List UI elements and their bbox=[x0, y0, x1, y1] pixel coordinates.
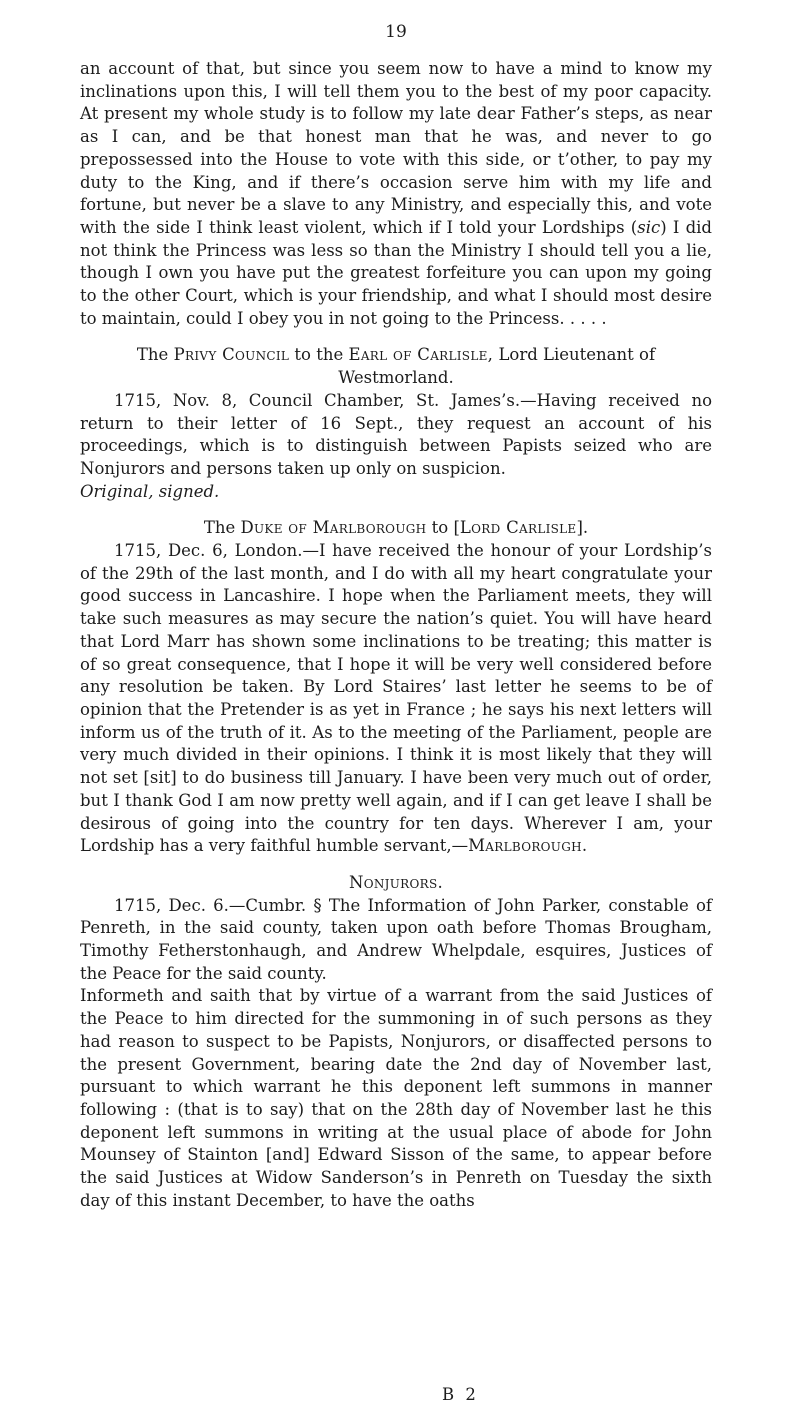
entry-nonjurors-information: 1715, Dec. 6.—Cumbr. § The Information of John Parker, constable of Penreth, in the said county, taken upon oath before Thomas Brougham, Timothy Fetherstonhaugh, and Andrew Whelpdale, esquires, Justices of the Peace for the said county. bbox=[80, 895, 712, 983]
letter-signature: Marlborough. bbox=[468, 836, 588, 856]
entry-privy-council: 1715, Nov. 8, Council Chamber, St. James’s.—Having received no return to their letter of 16 Sept., they request an account of his proceedings, which is to distinguish between Papists seized who are Nonjurors and persons taken up only on suspicion. bbox=[80, 390, 712, 478]
sic-note: sic bbox=[637, 217, 661, 237]
document-body bbox=[80, 58, 712, 1212]
heading-title: Lord Lieutenant of Westmorland. bbox=[338, 345, 656, 388]
section-heading-nonjurors: Nonjurors. bbox=[348, 872, 444, 892]
entry-source: Original, signed. bbox=[80, 481, 220, 501]
heading-recipient: Lord Carlisle bbox=[459, 518, 577, 538]
letter-continuation: an account of that, but since you seem now to have a mind to know my inclinations upon this, I will tell them you to the best of my poor capacity. At present my whole study is to follow my late dear Father’s steps, as near as I can, and be that honest man that he was, and never to go prepossessed into the House to vote with this side, or t’other, to pay my duty to the King, and if there’s occasion serve him with my life and fortune, but never be a slave to any Ministry, and especially this, and vote with the side I think least violent, which if I told your Lordships (sic) I did not think the Princess was less so than the Ministry I should tell you a lie, though I own you have put the greatest forfeiture you can upon my going to the other Court, which is your friendship, and what I should most desire to maintain, could I obey you in not going to the Princess. . . . . bbox=[80, 59, 712, 328]
page-number: 19 bbox=[385, 22, 407, 42]
heading-word: ]. bbox=[576, 518, 589, 538]
entry-marlborough-letter bbox=[80, 540, 712, 858]
heading-word: The bbox=[203, 518, 236, 538]
heading-author: Duke of Marlborough bbox=[240, 518, 427, 538]
paragraph-text: an account of that, but since you seem now to have a mind to know my inclinations upon this, I will tell them you to the best of my poor capacity. At present my whole study is to follow my late dear Father’s steps, as near as I can, and be that honest man that he was, and never to go prepossessed into the House to vote with this side, or t’other, to pay my duty to the King, and if there’s occasion serve him with my life and fortune, but never be a slave to any Ministry, and especially this, and vote with the side I think least violent, which if I told your Lordships bbox=[80, 59, 712, 237]
entry-heading-marlborough bbox=[80, 517, 712, 540]
paragraph-text-rest: I did not think the Princess was less so than the Ministry I should tell you a lie, though I own you have put the greatest forfeiture you can upon my going to the other Court, which is your friendship, and what I should most desire to maintain, could I obey you in not going to the Princess. . . . . bbox=[80, 217, 712, 328]
heading-word: The bbox=[136, 345, 169, 365]
heading-word: to the bbox=[294, 345, 344, 365]
letter-text: 1715, Dec. 6, London.—I have received the honour of your Lordship’s of the 29th of the last month, and I do with all my heart congratulate your good success in Lancashire. I hope when the Parliament meets, they will take such measures as may secure the nation’s quiet. You will have heard that Lord Marr has shown some inclinations to be treating; this matter is of so great consequence, that I hope it will be very well considered before any resolution be taken. By Lord Staires’ last letter he seems to be of opinion that the Pretender is as yet in France ; he says his next letters will inform us of the truth of it. As to the meeting of the Parliament, people are very much divided in their opinions. I think it is most likely that they will not set [sit] to do business till January. I have been very much out of order, but I thank God I am now pretty well again, and if I can get leave I shall be desirous of going into the country for ten days. Wherever I am, your Lordship has a very faithful humble servant,— bbox=[80, 541, 712, 856]
heading-word: to [ bbox=[431, 518, 460, 538]
entry-heading-privy-council bbox=[80, 344, 712, 389]
signature-mark: B 2 bbox=[442, 1385, 479, 1404]
entry-nonjurors-continuation: Informeth and saith that by virtue of a warrant from the said Justices of the Peace to him directed for the summoning in of such persons as they had reason to suspect to be Papists, Nonjurors, or disaffected persons to the present Government, bearing date the 2nd day of November last, pursuant to which warrant he this deponent left summons in manner following : (that is to say) that on the 28th day of November last he this deponent left summons in writing at the usual place of abode for John Mounsey of Stainton [and] Edward Sisson of the same, to appear before the said Justices at Widow Sanderson’s in Penreth on Tuesday the sixth day of this instant December, to have the oaths bbox=[80, 986, 712, 1210]
heading-author: Privy Council bbox=[173, 345, 290, 365]
heading-recipient: Earl of Carlisle, bbox=[348, 345, 494, 365]
